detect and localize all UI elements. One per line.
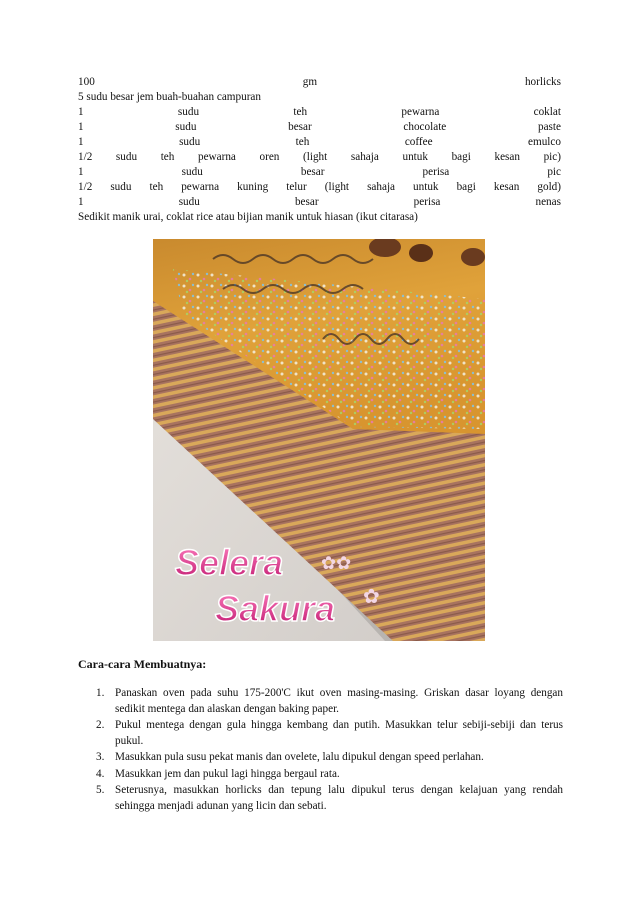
ingredient-line: 1/2 sudu teh pewarna kuning telur (light sahaja untuk bagi kesan gold): [78, 181, 561, 193]
method-step: 4. Masukkan jem dan pukul lagi hingga bergaul rata.: [96, 767, 340, 780]
method-step: 3. Masukkan pula susu pekat manis dan ovelete, lalu dipukul dengan speed perlahan.: [96, 751, 484, 763]
ingredient-line: 5 sudu besar jem buah-buahan campuran: [78, 91, 261, 103]
cake-photo: [153, 239, 485, 641]
flower-icon: ✿: [363, 586, 380, 608]
ingredient-line: 100 gm horlicks: [78, 76, 561, 88]
method-heading: Cara-cara Membuatnya:: [78, 657, 207, 671]
method-steps: [78, 686, 563, 815]
method-step: 5. Seterusnya, masukkan horlicks dan tepung lalu dipukul terus dengan kelajuan yang rendah sehingga menjadi adunan yang licin dan sebati.: [96, 784, 563, 812]
method-step: 1. Panaskan oven pada suhu 175-200'C ikut oven masing-masing. Griskan dasar loyang dengan sedikit mentega dan alaskan dengan baking paper.: [96, 687, 563, 715]
watermark-line1: Selera: [175, 542, 284, 583]
flower-icon: ✿✿: [321, 553, 352, 573]
ingredient-line: 1/2 sudu teh pewarna oren (light sahaja untuk bagi kesan pic): [78, 151, 561, 163]
ingredient-list: [78, 75, 561, 225]
watermark-line2: Sakura: [215, 588, 336, 629]
cake-illustration: [153, 239, 485, 641]
ingredient-line: 1 sudu teh coffee emulco: [78, 136, 561, 148]
ingredient-line: Sedikit manik urai, coklat rice atau bijian manik untuk hiasan (ikut citarasa): [78, 211, 418, 223]
method-step: 2. Pukul mentega dengan gula hingga kembang dan putih. Masukkan telur sebiji-sebiji dan terus pukul.: [96, 719, 563, 747]
ingredient-line: 1 sudu teh pewarna coklat: [78, 106, 561, 118]
ingredient-line: 1 sudu besar perisa pic: [78, 166, 561, 178]
ingredient-line: 1 sudu besar perisa nenas: [78, 196, 561, 208]
ingredient-line: 1 sudu besar chocolate paste: [78, 121, 561, 133]
